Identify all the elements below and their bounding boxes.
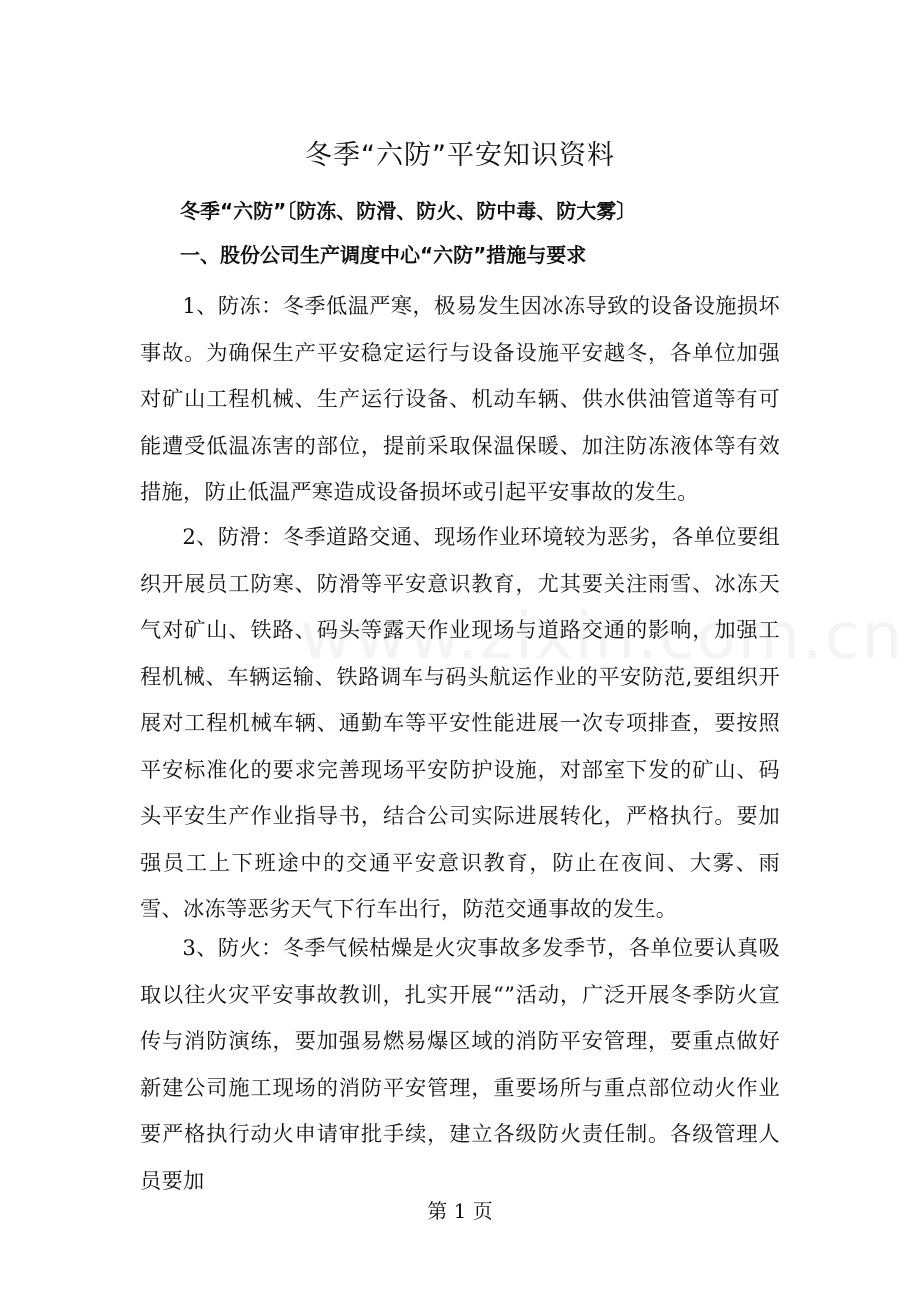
section-heading: 一、股份公司生产调度中心“六防”措施与要求 <box>180 243 587 267</box>
document-subtitle: 冬季“六防”〔防冻、防滑、防火、防中毒、防大雾〕 <box>180 199 637 223</box>
page-number: 第 1 页 <box>427 1199 493 1223</box>
page-title: 冬季“六防”平安知识资料 <box>305 140 615 171</box>
paragraph-slip-prevention: 2、防滑：冬季道路交通、现场作业环境较为恶劣，各单位要组织开展员工防寒、防滑等平安意识教育，尤其要关注雨雪、冰冻天气对矿山、铁路、码头等露天作业现场与道路交通的影响，加强工程机械、车辆运输、铁路调车与码头航运作业的平安防范,要组织开展对工程机械车辆、通勤车等平安性能进展一次专项排查，要按照平安标准化的要求完善现场平安防护设施，对部室下发的矿山、码头平安生产作业指导书，结合公司实际进展转化，严格执行。要加强员工上下班途中的交通平安意识教育，防止在夜间、大雾、雨雪、冰冻等恶劣天气下行车出行，防范交通事故的发生。 <box>140 524 780 921</box>
paragraph-freeze-prevention: 1、防冻：冬季低温严寒，极易发生因冰冻导致的设备设施损坏事故。为确保生产平安稳定运行与设备设施平安越冬，各单位加强对矿山工程机械、生产运行设备、机动车辆、供水供油管道等有可能遭受低温冻害的部位，提前采取保温保暖、加注防冻液体等有效措施，防止低温严寒造成设备损坏或引起平安事故的发生。 <box>140 293 780 504</box>
paragraph-fire-prevention: 3、防火：冬季气候枯燥是火灾事故多发季节，各单位要认真吸取以往火灾平安事故教训，扎实开展“”活动，广泛开展冬季防火宣传与消防演练，要加强易燃易爆区域的消防平安管理，要重点做好新建公司施工现场的消防平安管理，重要场所与重点部位动火作业要严格执行动火申请审批手续，建立各级防火责任制。各级管理人员要加 <box>140 935 780 1193</box>
